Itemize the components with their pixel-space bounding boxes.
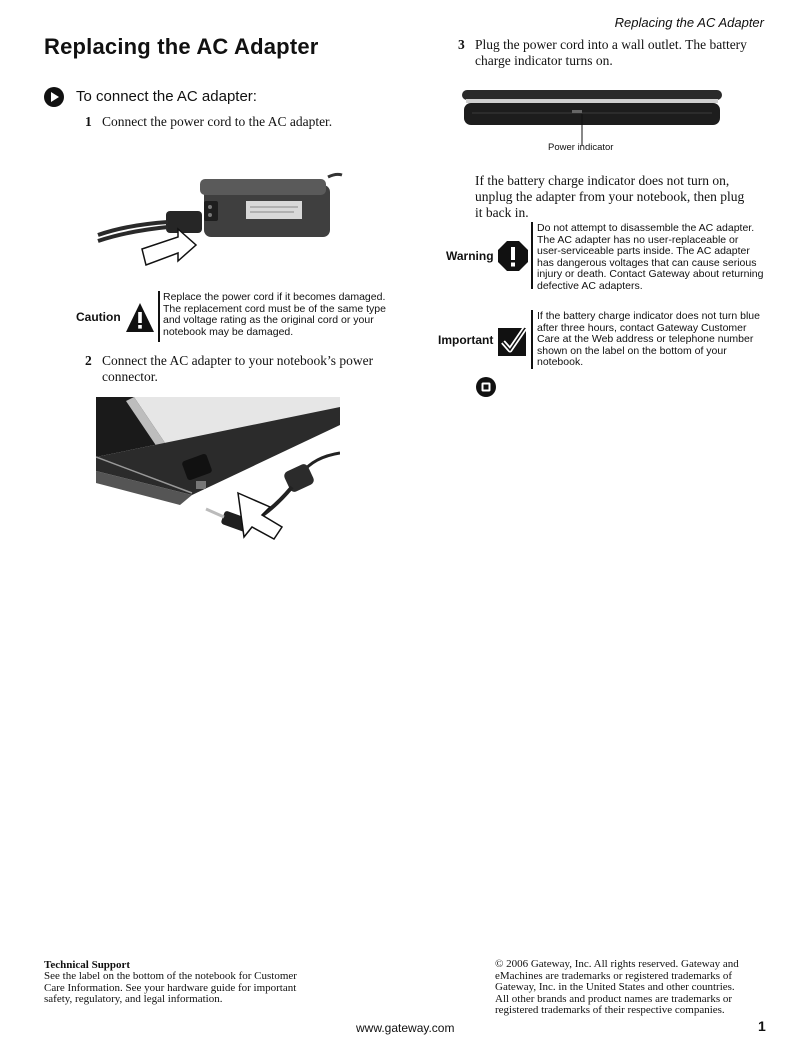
copyright-line: Gateway, Inc. in the United States and other countries.	[495, 981, 735, 993]
step-number: 3	[458, 37, 465, 52]
step-text: Plug the power cord into a wall outlet. The battery	[475, 37, 747, 52]
caution-line: Replace the power cord if it becomes damaged.	[163, 291, 386, 303]
website-url: www.gateway.com	[356, 1021, 455, 1035]
important-line: after three hours, contact Gateway Customer	[537, 321, 747, 334]
warning-octagon-icon	[497, 240, 529, 272]
important-line: Care at the Web address or telephone number	[537, 333, 754, 345]
step-number: 1	[85, 114, 92, 129]
important-text	[537, 311, 760, 369]
page-number: 1	[758, 1018, 766, 1034]
warning-label: Warning	[446, 249, 494, 263]
caution-line: The replacement cord must be of the same type	[163, 302, 386, 315]
copyright-line: registered trademarks of their respective companies.	[495, 1004, 725, 1016]
paragraph-line: If the battery charge indicator does not turn on,	[475, 173, 730, 188]
page-title: Replacing the AC Adapter	[44, 34, 319, 59]
paragraph-line: it back in.	[475, 205, 529, 220]
warning-text	[537, 223, 763, 292]
technical-support-line: See the label on the bottom of the notebook for Customer	[44, 970, 297, 982]
figure-caption: Power indicator	[548, 142, 614, 153]
technical-support	[44, 959, 364, 1006]
warning-rule	[531, 222, 533, 289]
copyright-line: All other brands and product names are trademarks or	[495, 992, 733, 1005]
warning-line: injury or death. Contact Gateway about returning	[537, 268, 764, 280]
caution-text	[163, 292, 386, 338]
stop-icon	[476, 377, 496, 397]
warning-line: Do not attempt to disassemble the AC adapter.	[537, 222, 755, 234]
step-1	[85, 114, 405, 132]
notebook-front-illustration	[462, 88, 724, 148]
step-text: charge indicator turns on.	[475, 53, 613, 68]
caution-line: notebook may be damaged.	[163, 325, 294, 338]
step-text: Connect the AC adapter to your notebook’s power	[102, 353, 374, 368]
copyright-line: eMachines are trademarks or registered trademarks of	[495, 969, 732, 982]
caution-label: Caution	[76, 310, 121, 324]
important-line: If the battery charge indicator does not turn blue	[537, 310, 760, 322]
caution-triangle-icon	[125, 302, 155, 334]
warning-line: has dangerous voltages that can cause serious	[537, 256, 757, 269]
step-number: 2	[85, 353, 92, 368]
important-line: shown on the label on the bottom of your	[537, 344, 727, 357]
running-head: Replacing the AC Adapter	[614, 15, 764, 30]
important-rule	[531, 310, 533, 369]
technical-support-line: safety, regulatory, and legal information.	[44, 993, 223, 1005]
copyright-notice	[495, 959, 785, 1017]
step-text: connector.	[102, 369, 158, 384]
step-2	[85, 353, 415, 387]
important-label: Important	[438, 333, 494, 347]
procedure-heading: To connect the AC adapter:	[76, 88, 257, 105]
paragraph-line: unplug the adapter from your notebook, then plug	[475, 189, 745, 204]
technical-support-line: Care Information. See your hardware guide for important	[44, 981, 297, 994]
warning-line: user-serviceable parts inside. The AC adapter	[537, 245, 750, 257]
notebook-connector-illustration	[96, 397, 340, 559]
copyright-line: © 2006 Gateway, Inc. All rights reserved. Gateway and	[495, 958, 739, 970]
step-text: Connect the power cord to the AC adapter.	[102, 114, 333, 129]
important-line: notebook.	[537, 356, 584, 368]
step-3	[458, 37, 778, 71]
warning-line: The AC adapter has no user-replaceable or	[537, 233, 739, 246]
warning-line: defective AC adapters.	[537, 279, 643, 292]
procedure-arrow-icon	[44, 87, 64, 107]
ac-adapter-illustration	[96, 165, 346, 270]
caution-rule	[158, 291, 160, 342]
important-checkmark-icon	[497, 325, 529, 357]
technical-support-heading: Technical Support	[44, 959, 131, 971]
followup-paragraph	[475, 173, 775, 221]
caution-line: and voltage rating as the original cord or your	[163, 314, 374, 326]
